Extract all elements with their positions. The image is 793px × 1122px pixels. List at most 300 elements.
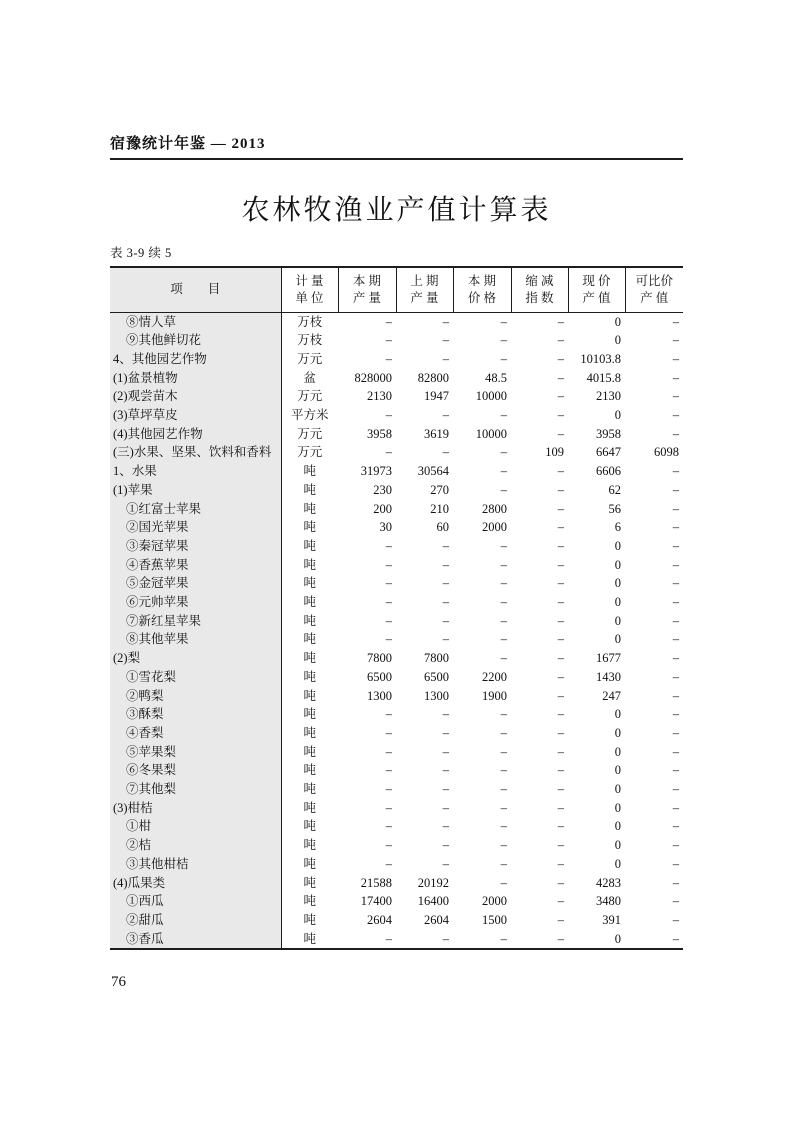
page-title: 农林牧渔业产值计算表 <box>241 195 552 226</box>
value-cell: – <box>500 782 507 797</box>
value-cell: – <box>557 894 564 909</box>
value-cell: 20192 <box>417 875 449 890</box>
value-cell: – <box>385 595 392 610</box>
value-cell: – <box>500 763 507 778</box>
value-cell: – <box>672 576 679 591</box>
value-cell: – <box>500 408 507 423</box>
table-row <box>110 649 683 668</box>
value-cell: – <box>672 426 679 441</box>
value-cell: 391 <box>602 913 621 927</box>
value-cell: – <box>672 333 679 348</box>
table-row <box>110 930 683 950</box>
value-cell: 0 <box>614 538 621 553</box>
value-cell: – <box>500 800 507 815</box>
unit-cell: 吨 <box>303 557 316 572</box>
table-row <box>110 780 683 799</box>
item-cell: ①柑 <box>110 817 281 836</box>
value-cell: – <box>442 744 449 759</box>
column-header-0: 项 目 <box>110 267 281 312</box>
value-cell: – <box>385 707 392 722</box>
value-cell: – <box>385 314 392 329</box>
value-cell: – <box>500 613 507 628</box>
item-cell: ③其他柑桔 <box>110 855 281 874</box>
value-cell: 6500 <box>367 669 392 684</box>
value-cell: 0 <box>614 725 621 740</box>
item-cell: (4)瓜果类 <box>110 874 281 893</box>
value-cell: – <box>557 389 564 404</box>
value-cell: – <box>385 445 392 460</box>
value-cell: – <box>557 875 564 890</box>
unit-cell: 吨 <box>303 913 316 927</box>
table-row <box>110 312 683 331</box>
value-cell: – <box>500 632 507 647</box>
value-cell: 200 <box>373 501 392 516</box>
value-cell: – <box>672 782 679 797</box>
item-cell: ④香蕉苹果 <box>110 556 281 575</box>
unit-cell: 吨 <box>303 744 316 759</box>
unit-cell: 平方米 <box>290 408 329 423</box>
table-row <box>110 892 683 911</box>
value-cell: 3958 <box>596 426 621 441</box>
unit-cell: 吨 <box>303 800 316 815</box>
value-cell: – <box>557 707 564 722</box>
value-cell: – <box>557 520 564 535</box>
value-cell: – <box>557 725 564 740</box>
value-cell: 1900 <box>482 688 507 703</box>
value-cell: – <box>557 464 564 479</box>
unit-cell: 万枝 <box>297 333 323 348</box>
value-cell: 31973 <box>360 464 392 479</box>
column-header-5: 缩 减 指 数 <box>511 267 568 312</box>
value-cell: – <box>672 314 679 329</box>
value-cell: – <box>442 314 449 329</box>
value-cell: 1500 <box>482 913 507 927</box>
table-row <box>110 518 683 537</box>
unit-cell: 吨 <box>303 782 316 797</box>
value-cell: – <box>442 763 449 778</box>
unit-cell: 万元 <box>297 445 323 460</box>
value-cell: – <box>500 557 507 572</box>
value-cell: – <box>500 351 507 366</box>
unit-cell: 吨 <box>303 464 316 479</box>
table-caption: 表 3-9 续 5 <box>110 246 172 260</box>
table-row <box>110 425 683 444</box>
table-row <box>110 500 683 519</box>
value-cell: 3958 <box>367 426 392 441</box>
table-row <box>110 537 683 556</box>
value-cell: – <box>557 651 564 666</box>
value-cell: 1677 <box>596 651 621 666</box>
unit-cell: 万元 <box>297 351 323 366</box>
table-row <box>110 687 683 706</box>
value-cell: – <box>442 333 449 348</box>
unit-cell: 吨 <box>303 725 316 740</box>
value-cell: – <box>500 744 507 759</box>
unit-cell: 吨 <box>303 856 316 871</box>
unit-cell: 吨 <box>303 538 316 553</box>
value-cell: – <box>557 351 564 366</box>
value-cell: – <box>442 576 449 591</box>
unit-cell: 吨 <box>303 894 316 909</box>
value-cell: 828000 <box>354 370 392 385</box>
table-row <box>110 406 683 425</box>
value-cell: 3619 <box>424 426 449 441</box>
value-cell: 60 <box>436 520 449 535</box>
value-cell: – <box>672 538 679 553</box>
value-cell: – <box>442 557 449 572</box>
value-cell: – <box>672 389 679 404</box>
item-cell: 1、水果 <box>110 462 281 481</box>
value-cell: – <box>672 632 679 647</box>
value-cell: 1430 <box>596 669 621 684</box>
table-row <box>110 630 683 649</box>
value-cell: – <box>557 370 564 385</box>
value-cell: – <box>442 725 449 740</box>
value-cell: 4015.8 <box>586 370 621 385</box>
value-cell: – <box>672 408 679 423</box>
value-cell: – <box>557 669 564 684</box>
value-cell: – <box>385 538 392 553</box>
running-head-rule <box>110 158 683 160</box>
value-cell: – <box>557 595 564 610</box>
value-cell: – <box>557 632 564 647</box>
table-row <box>110 799 683 818</box>
value-cell: – <box>442 408 449 423</box>
value-cell: – <box>385 800 392 815</box>
value-cell: 21588 <box>360 875 392 890</box>
value-cell: – <box>385 931 392 946</box>
value-cell: 10103.8 <box>580 351 621 366</box>
value-cell: 247 <box>602 688 621 703</box>
value-cell: – <box>672 464 679 479</box>
item-cell: (4)其他园艺作物 <box>110 425 281 444</box>
table-row <box>110 817 683 836</box>
column-header-6: 现 价 产 值 <box>568 267 625 312</box>
value-cell: 82800 <box>417 370 449 385</box>
value-cell: 2000 <box>482 520 507 535</box>
column-header-4: 本 期 价 格 <box>453 267 511 312</box>
unit-cell: 吨 <box>303 669 316 684</box>
value-cell: – <box>672 856 679 871</box>
unit-cell: 吨 <box>303 632 316 647</box>
value-cell: – <box>557 482 564 497</box>
value-cell: – <box>672 613 679 628</box>
item-cell: ⑧其他苹果 <box>110 630 281 649</box>
value-cell: – <box>500 333 507 348</box>
value-cell: – <box>500 314 507 329</box>
table-row <box>110 574 683 593</box>
value-cell: – <box>672 370 679 385</box>
value-cell: – <box>500 595 507 610</box>
value-cell: – <box>672 351 679 366</box>
column-header-7: 可比价 产 值 <box>625 267 683 312</box>
value-cell: – <box>557 856 564 871</box>
value-cell: – <box>500 464 507 479</box>
value-cell: – <box>442 782 449 797</box>
value-cell: – <box>672 838 679 853</box>
item-cell: ⑦其他梨 <box>110 780 281 799</box>
value-cell: – <box>672 763 679 778</box>
value-cell: 1947 <box>424 389 449 404</box>
item-cell: ①红富士苹果 <box>110 500 281 519</box>
value-cell: 2130 <box>367 389 392 404</box>
table-row <box>110 911 683 930</box>
value-cell: 0 <box>614 744 621 759</box>
value-cell: – <box>442 538 449 553</box>
value-cell: – <box>672 707 679 722</box>
value-cell: – <box>442 800 449 815</box>
item-cell: ②甜瓜 <box>110 911 281 930</box>
value-cell: – <box>385 632 392 647</box>
unit-cell: 吨 <box>303 520 316 535</box>
value-cell: 30564 <box>417 464 449 479</box>
table-row <box>110 593 683 612</box>
unit-cell: 吨 <box>303 595 316 610</box>
value-cell: – <box>557 314 564 329</box>
table-row <box>110 668 683 687</box>
table-row <box>110 705 683 724</box>
unit-cell: 万枝 <box>297 314 323 329</box>
value-cell: 6500 <box>424 669 449 684</box>
value-cell: – <box>672 669 679 684</box>
item-cell: 4、其他园艺作物 <box>110 350 281 369</box>
value-cell: 0 <box>614 557 621 572</box>
value-cell: – <box>557 426 564 441</box>
value-cell: – <box>672 894 679 909</box>
item-cell: (1)苹果 <box>110 481 281 500</box>
unit-cell: 万元 <box>297 426 323 441</box>
value-cell: – <box>385 782 392 797</box>
item-cell: ⑧情人草 <box>110 312 281 331</box>
value-cell: – <box>672 931 679 946</box>
unit-cell: 盆 <box>303 370 316 385</box>
value-cell: 7800 <box>367 651 392 666</box>
value-cell: – <box>500 838 507 853</box>
value-cell: 0 <box>614 838 621 853</box>
value-cell: – <box>442 445 449 460</box>
item-cell: ①西瓜 <box>110 892 281 911</box>
item-cell: ①雪花梨 <box>110 668 281 687</box>
table-row <box>110 743 683 762</box>
item-cell: (1)盆景植物 <box>110 369 281 388</box>
value-cell: – <box>672 688 679 703</box>
value-cell: – <box>557 931 564 946</box>
output-value-table <box>110 266 683 950</box>
table-row <box>110 855 683 874</box>
value-cell: – <box>385 557 392 572</box>
value-cell: 30 <box>379 520 392 535</box>
item-cell: ③秦冠苹果 <box>110 537 281 556</box>
value-cell: 0 <box>614 763 621 778</box>
item-cell: ③酥梨 <box>110 705 281 724</box>
value-cell: – <box>672 875 679 890</box>
value-cell: – <box>500 651 507 666</box>
page-number: 76 <box>111 974 126 990</box>
value-cell: – <box>557 688 564 703</box>
item-cell: (3)柑桔 <box>110 799 281 818</box>
unit-cell: 吨 <box>303 482 316 497</box>
table-row <box>110 369 683 388</box>
item-cell: ④香梨 <box>110 724 281 743</box>
value-cell: – <box>557 763 564 778</box>
value-cell: – <box>672 595 679 610</box>
value-cell: 0 <box>614 707 621 722</box>
value-cell: – <box>672 651 679 666</box>
value-cell: 10000 <box>475 426 507 441</box>
value-cell: – <box>442 595 449 610</box>
unit-cell: 吨 <box>303 763 316 778</box>
table-row <box>110 350 683 369</box>
value-cell: 0 <box>614 595 621 610</box>
table-row <box>110 836 683 855</box>
unit-cell: 吨 <box>303 838 316 853</box>
value-cell: – <box>442 838 449 853</box>
item-cell: ②鸭梨 <box>110 687 281 706</box>
unit-cell: 吨 <box>303 613 316 628</box>
value-cell: – <box>557 557 564 572</box>
item-cell: ⑥冬果梨 <box>110 761 281 780</box>
value-cell: – <box>557 501 564 516</box>
value-cell: – <box>385 576 392 591</box>
item-cell: ⑤金冠苹果 <box>110 574 281 593</box>
value-cell: – <box>500 725 507 740</box>
table-row <box>110 462 683 481</box>
unit-cell: 吨 <box>303 931 316 946</box>
column-header-1: 计 量 单 位 <box>281 267 338 312</box>
value-cell: – <box>385 725 392 740</box>
value-cell: – <box>557 800 564 815</box>
value-cell: – <box>385 838 392 853</box>
value-cell: 0 <box>614 931 621 946</box>
value-cell: 0 <box>614 314 621 329</box>
running-head: 宿豫统计年鉴 — 2013 <box>110 136 266 152</box>
value-cell: – <box>557 613 564 628</box>
value-cell: – <box>500 931 507 946</box>
value-cell: – <box>500 819 507 834</box>
value-cell: 2604 <box>424 913 449 927</box>
item-cell: ⑥元帅苹果 <box>110 593 281 612</box>
value-cell: 2130 <box>596 389 621 404</box>
value-cell: 2000 <box>482 894 507 909</box>
value-cell: – <box>557 333 564 348</box>
value-cell: – <box>385 351 392 366</box>
value-cell: 4283 <box>596 875 621 890</box>
value-cell: – <box>672 800 679 815</box>
value-cell: – <box>442 819 449 834</box>
value-cell: – <box>672 913 679 927</box>
table-row <box>110 443 683 462</box>
value-cell: 0 <box>614 576 621 591</box>
value-cell: 56 <box>608 501 621 516</box>
unit-cell: 吨 <box>303 651 316 666</box>
value-cell: 0 <box>614 408 621 423</box>
value-cell: – <box>672 482 679 497</box>
value-cell: 270 <box>430 482 449 497</box>
unit-cell: 吨 <box>303 688 316 703</box>
value-cell: – <box>672 501 679 516</box>
table-row <box>110 874 683 893</box>
value-cell: – <box>385 744 392 759</box>
item-cell: (三)水果、坚果、饮料和香料 <box>110 443 281 462</box>
value-cell: – <box>500 538 507 553</box>
value-cell: 109 <box>545 445 564 460</box>
item-cell: ⑨其他鲜切花 <box>110 331 281 350</box>
value-cell: 6 <box>614 520 621 535</box>
value-cell: 0 <box>614 819 621 834</box>
item-cell: ⑤苹果梨 <box>110 743 281 762</box>
value-cell: – <box>385 408 392 423</box>
value-cell: – <box>672 819 679 834</box>
value-cell: 6098 <box>654 445 679 460</box>
value-cell: 17400 <box>360 894 392 909</box>
value-cell: – <box>500 445 507 460</box>
item-cell: ②桔 <box>110 836 281 855</box>
value-cell: – <box>442 632 449 647</box>
value-cell: – <box>500 875 507 890</box>
value-cell: 2200 <box>482 669 507 684</box>
value-cell: – <box>442 707 449 722</box>
value-cell: 0 <box>614 782 621 797</box>
unit-cell: 吨 <box>303 576 316 591</box>
value-cell: – <box>557 838 564 853</box>
value-cell: – <box>672 520 679 535</box>
value-cell: 0 <box>614 856 621 871</box>
unit-cell: 吨 <box>303 501 316 516</box>
value-cell: – <box>500 482 507 497</box>
value-cell: – <box>557 913 564 927</box>
value-cell: – <box>557 538 564 553</box>
value-cell: – <box>672 725 679 740</box>
value-cell: 6647 <box>596 445 621 460</box>
value-cell: 3480 <box>596 894 621 909</box>
value-cell: – <box>500 707 507 722</box>
table-row <box>110 387 683 406</box>
value-cell: – <box>557 408 564 423</box>
value-cell: 2604 <box>367 913 392 927</box>
item-cell: (2)梨 <box>110 649 281 668</box>
table-row <box>110 556 683 575</box>
item-cell: ②国光苹果 <box>110 518 281 537</box>
value-cell: – <box>557 819 564 834</box>
value-cell: – <box>385 613 392 628</box>
item-cell: (3)草坪草皮 <box>110 406 281 425</box>
value-cell: – <box>442 351 449 366</box>
table-row <box>110 481 683 500</box>
unit-cell: 吨 <box>303 819 316 834</box>
unit-cell: 万元 <box>297 389 323 404</box>
value-cell: – <box>442 856 449 871</box>
table-header-row <box>110 267 683 312</box>
value-cell: 210 <box>430 501 449 516</box>
value-cell: 7800 <box>424 651 449 666</box>
value-cell: – <box>385 763 392 778</box>
value-cell: 230 <box>373 482 392 497</box>
value-cell: – <box>557 576 564 591</box>
value-cell: – <box>557 782 564 797</box>
unit-cell: 吨 <box>303 707 316 722</box>
value-cell: – <box>442 931 449 946</box>
value-cell: 1300 <box>424 688 449 703</box>
value-cell: 0 <box>614 333 621 348</box>
table-row <box>110 331 683 350</box>
value-cell: – <box>385 856 392 871</box>
item-cell: ③香瓜 <box>110 930 281 950</box>
value-cell: – <box>557 744 564 759</box>
value-cell: 16400 <box>417 894 449 909</box>
column-header-2: 本 期 产 量 <box>338 267 396 312</box>
value-cell: – <box>672 744 679 759</box>
value-cell: 62 <box>608 482 621 497</box>
